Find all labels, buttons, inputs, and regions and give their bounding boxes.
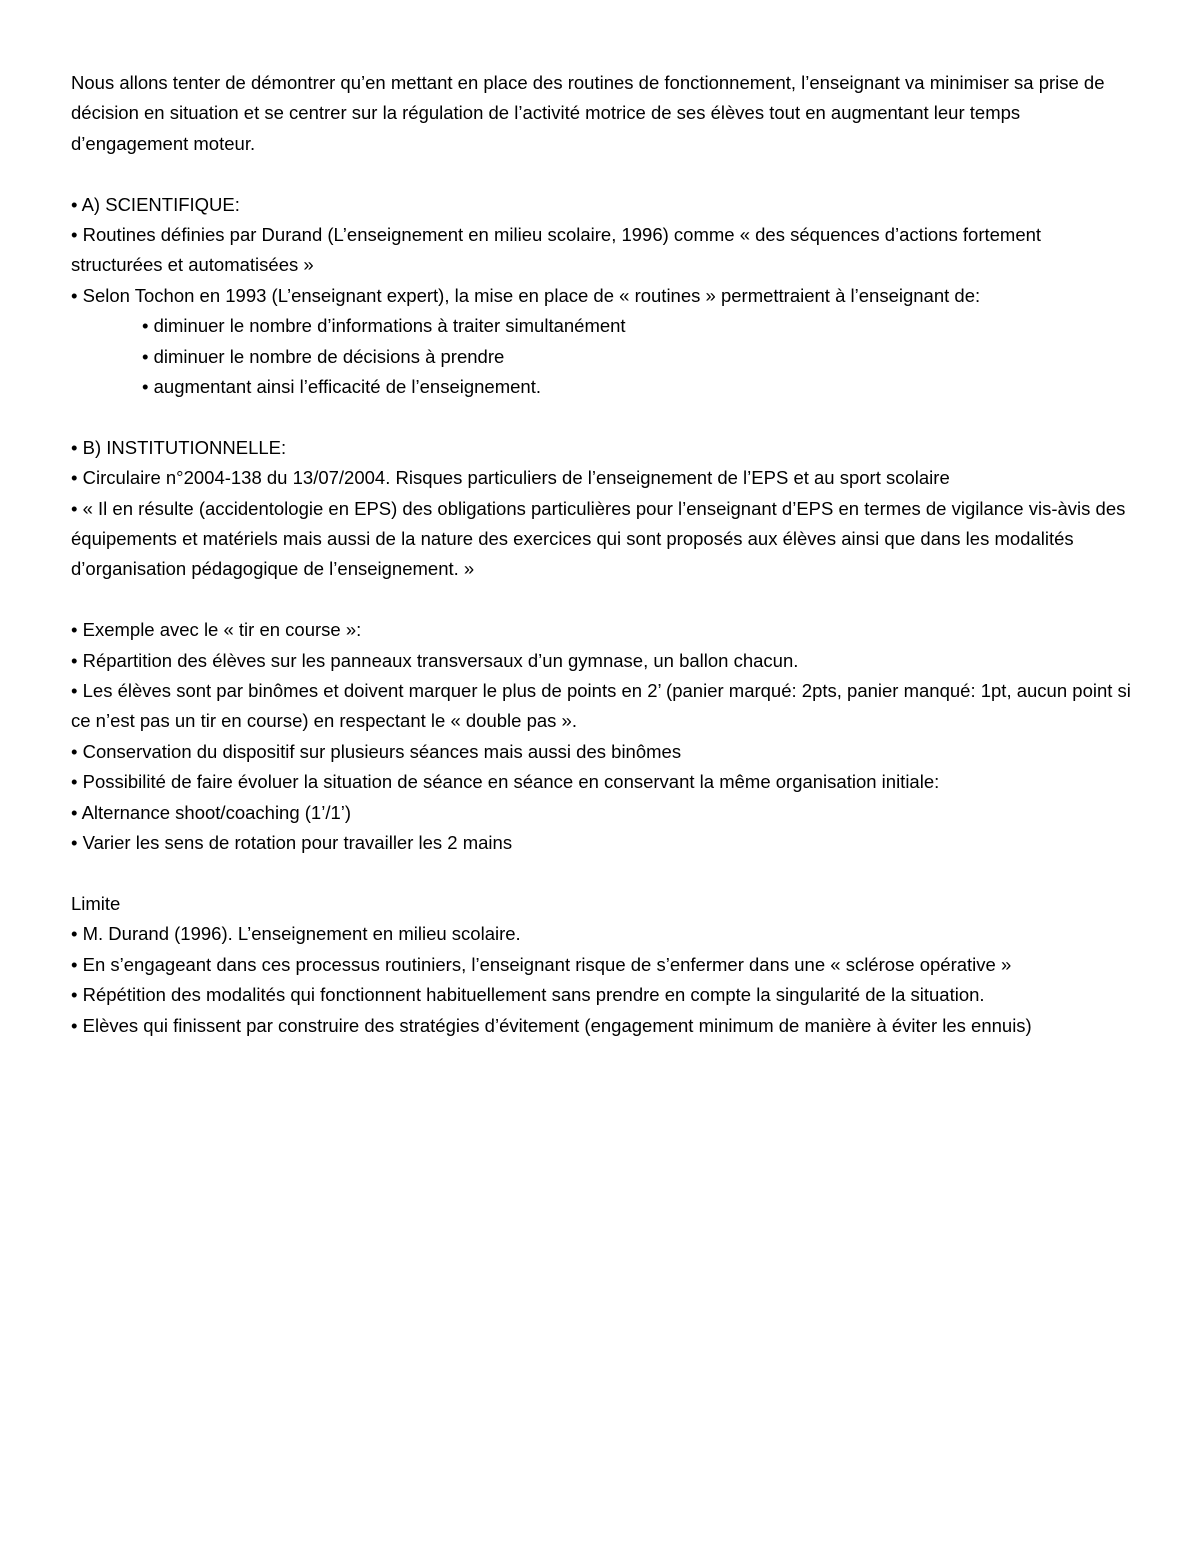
bullet-item: • M. Durand (1996). L’enseignement en milieu scolaire. <box>71 923 521 945</box>
bullet-item: • Elèves qui finissent par construire des stratégies d’évitement (engagement minimum de manière à éviter les ennuis) <box>71 1014 1032 1036</box>
bullet-item: • « Il en résulte (accidentologie en EPS) des obligations particulières pour l’enseignant d’EPS en termes de vigilance vis-àvis des équipements et matériels mais aussi de la nature des exercices qui sont proposés aux élèves ainsi que dans les modalités d’organisation pédagogique de l’enseignement. » <box>71 497 1126 580</box>
section-heading-scientifique: • A) SCIENTIFIQUE: <box>71 193 240 215</box>
bullet-item: • Conservation du dispositif sur plusieurs séances mais aussi des binômes <box>71 740 682 762</box>
section-limite <box>71 889 1131 1041</box>
bullet-item: • Varier les sens de rotation pour travailler les 2 mains <box>71 832 513 854</box>
bullet-item: • Les élèves sont par binômes et doivent marquer le plus de points en 2’ (panier marqué: 2pts, panier manqué: 1pt, aucun point si ce n’est pas un tir en course) en respectant le « double pas ». <box>71 680 1131 732</box>
bullet-item: • Répartition des élèves sur les panneaux transversaux d’un gymnase, un ballon chacun. <box>71 649 799 671</box>
bullet-item: • Alternance shoot/coaching (1’/1’) <box>71 801 352 823</box>
section-heading-exemple: • Exemple avec le « tir en course »: <box>71 619 362 641</box>
section-exemple <box>71 615 1131 858</box>
bullet-item: • Routines définies par Durand (L’enseignement en milieu scolaire, 1996) comme « des séquences d’actions fortement structurées et automatisées » <box>71 224 1042 276</box>
sub-bullet-item: • augmentant ainsi l’efficacité de l’enseignement. <box>142 376 541 398</box>
section-heading-limite: Limite <box>71 892 121 914</box>
section-heading-institutionnelle: • B) INSTITUTIONNELLE: <box>71 436 287 458</box>
sub-bullet-item: • diminuer le nombre de décisions à prendre <box>142 345 505 367</box>
bullet-item: • Possibilité de faire évoluer la situation de séance en séance en conservant la même organisation initiale: <box>71 771 940 793</box>
document-page <box>71 68 1131 1041</box>
section-scientifique <box>71 190 1131 403</box>
spacer <box>71 159 1131 189</box>
spacer <box>71 859 1131 889</box>
sub-bullet-item: • diminuer le nombre d’informations à traiter simultanément <box>142 315 626 337</box>
section-institutionnelle <box>71 433 1131 585</box>
spacer <box>71 585 1131 615</box>
bullet-item: • Circulaire n°2004-138 du 13/07/2004. Risques particuliers de l’enseignement de l’EPS et au sport scolaire <box>71 467 950 489</box>
spacer <box>71 402 1131 432</box>
bullet-item: • Selon Tochon en 1993 (L’enseignant expert), la mise en place de « routines » permettraient à l’enseignant de: <box>71 284 981 306</box>
bullet-item: • Répétition des modalités qui fonctionnent habituellement sans prendre en compte la singularité de la situation. <box>71 984 985 1006</box>
bullet-item: • En s’engageant dans ces processus routiniers, l’enseignant risque de s’enfermer dans une « sclérose opérative » <box>71 953 1012 975</box>
intro-paragraph: Nous allons tenter de démontrer qu’en mettant en place des routines de fonctionnement, l’enseignant va minimiser sa prise de décision en situation et se centrer sur la régulation de l’activité motrice de ses élèves tout en augmentant leur temps d’engagement moteur. <box>71 72 1105 154</box>
